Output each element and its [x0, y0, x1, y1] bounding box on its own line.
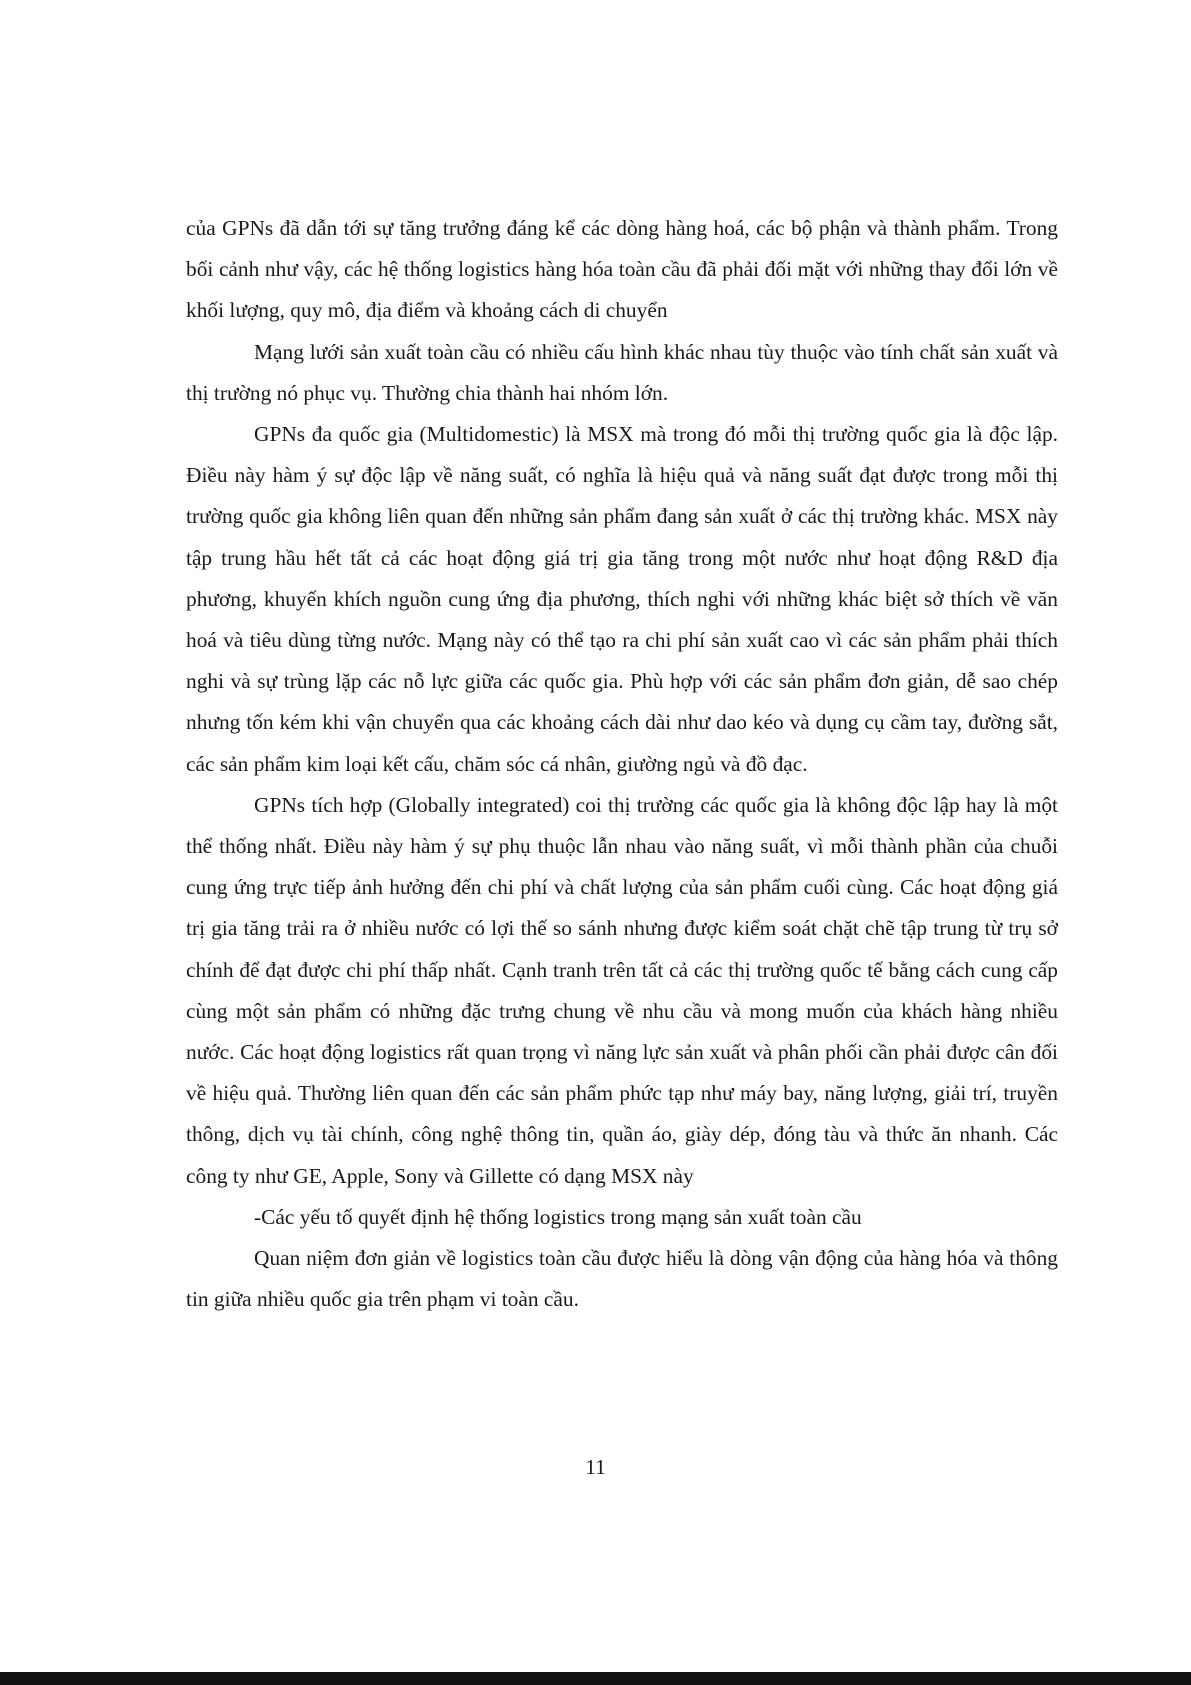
- paragraph-network-configurations: Mạng lưới sản xuất toàn cầu có nhiều cấu hình khác nhau tùy thuộc vào tính chất sản xuất và thị trường nó phục vụ. Thường chia thành hai nhóm lớn.: [186, 339, 1058, 405]
- bottom-border: [0, 1672, 1191, 1685]
- section-heading-logistics-factors: -Các yếu tố quyết định hệ thống logistics trong mạng sản xuất toàn cầu: [254, 1204, 862, 1229]
- body-text: [186, 208, 1058, 1320]
- page-number: 11: [585, 1455, 606, 1479]
- paragraph-multidomestic: GPNs đa quốc gia (Multidomestic) là MSX mà trong đó mỗi thị trường quốc gia là độc lập. Điều này hàm ý sự độc lập về năng suất, có nghĩa là hiệu quả và năng suất đạt được trong mỗi thị trường quốc gia không liên quan đến những sản phẩm đang sản xuất ở các thị trường khác. MSX này tập trung hầu hết tất cả các hoạt động giá trị gia tăng trong một nước như hoạt động R&D địa phương, khuyến khích nguồn cung ứng địa phương, thích nghi với những khác biệt sở thích về văn hoá và tiêu dùng từng nước. Mạng này có thể tạo ra chi phí sản xuất cao vì các sản phẩm phải thích nghi và sự trùng lặp các nỗ lực giữa các quốc gia. Phù hợp với các sản phẩm đơn giản, dễ sao chép nhưng tốn kém khi vận chuyển qua các khoảng cách dài như dao kéo và dụng cụ cầm tay, đường sắt, các sản phẩm kim loại kết cấu, chăm sóc cá nhân, giường ngủ và đồ đạc.: [186, 422, 1058, 776]
- paragraph-global-logistics-concept: Quan niệm đơn giản về logistics toàn cầu được hiểu là dòng vận động của hàng hóa và thông tin giữa nhiều quốc gia trên phạm vi toàn cầu.: [186, 1246, 1058, 1312]
- paragraph-globally-integrated: GPNs tích hợp (Globally integrated) coi thị trường các quốc gia là không độc lập hay là một thể thống nhất. Điều này hàm ý sự phụ thuộc lẫn nhau vào năng suất, vì mỗi thành phần của chuỗi cung ứng trực tiếp ảnh hưởng đến chi phí và chất lượng của sản phẩm cuối cùng. Các hoạt động giá trị gia tăng trải ra ở nhiều nước có lợi thế so sánh nhưng được kiểm soát chặt chẽ tập trung từ trụ sở chính để đạt được chi phí thấp nhất. Cạnh tranh trên tất cả các thị trường quốc tế bằng cách cung cấp cùng một sản phẩm có những đặc trưng chung về nhu cầu và mong muốn của khách hàng nhiều nước. Các hoạt động logistics rất quan trọng vì năng lực sản xuất và phân phối cần phải được cân đối về hiệu quả. Thường liên quan đến các sản phẩm phức tạp như máy bay, năng lượng, giải trí, truyền thông, dịch vụ tài chính, công nghệ thông tin, quần áo, giày dép, đóng tàu và thức ăn nhanh. Các công ty như GE, Apple, Sony và Gillette có dạng MSX này: [186, 792, 1058, 1188]
- paragraph-continued: của GPNs đã dẫn tới sự tăng trưởng đáng kể các dòng hàng hoá, các bộ phận và thành phẩm. Trong bối cảnh như vậy, các hệ thống logistics hàng hóa toàn cầu đã phải đối mặt với những thay đổi lớn về khối lượng, quy mô, địa điểm và khoảng cách di chuyển: [186, 216, 1058, 323]
